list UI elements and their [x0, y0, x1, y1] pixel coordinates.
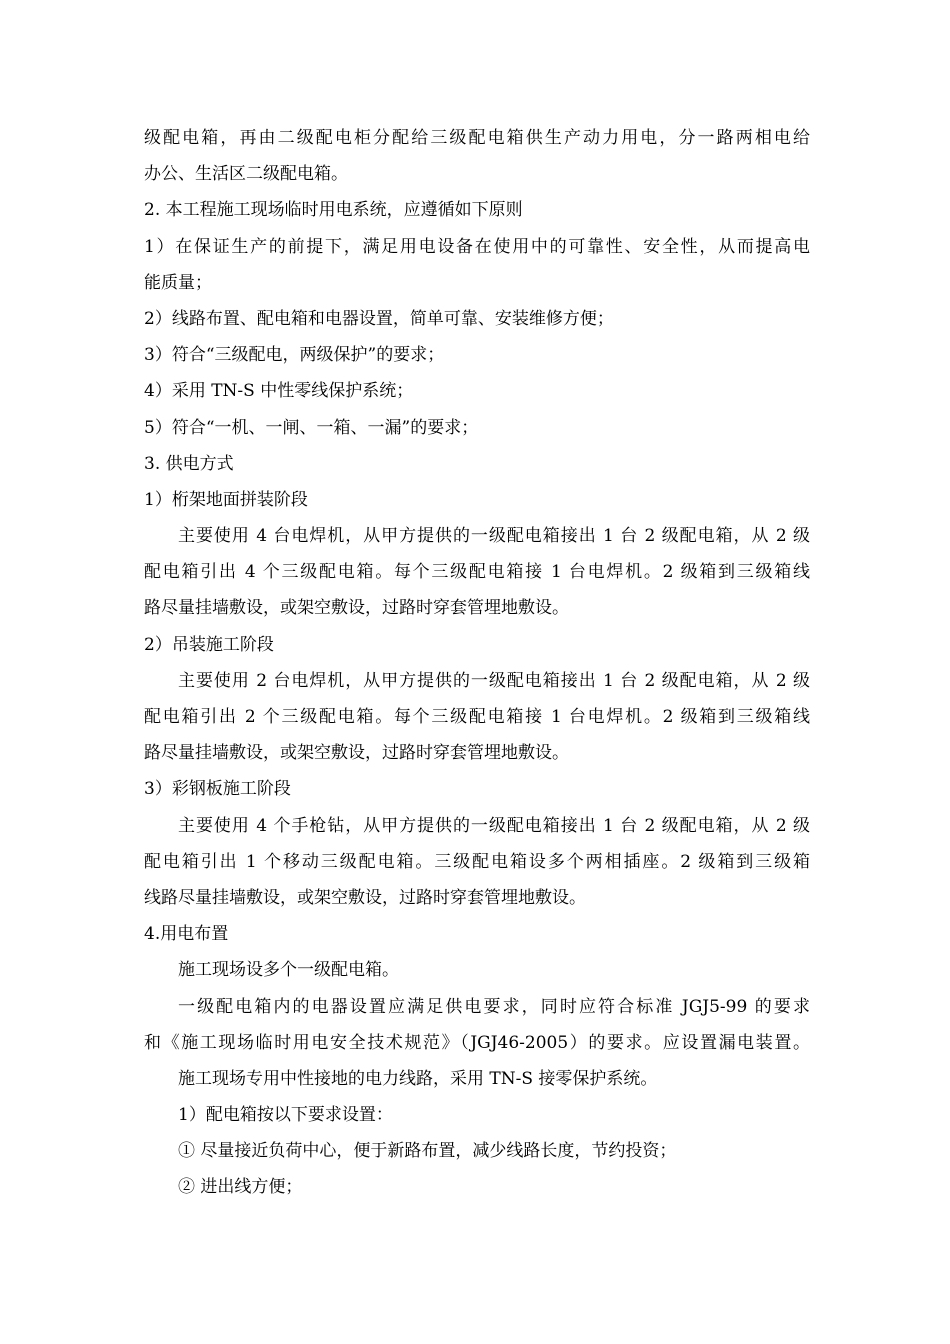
text-line: 施工现场设多个一级配电箱。 [178, 960, 399, 981]
text-line: 3. 供电方式 [144, 453, 234, 474]
text-line: 线路尽量挂墙敷设，或架空敷设，过路时穿套管埋地敷设。 [144, 887, 586, 908]
text-line: 1）配电箱按以下要求设置： [178, 1105, 393, 1126]
document-body [144, 120, 810, 1206]
text-line: ① 尽量接近负荷中心，便于新路布置，减少线路长度，节约投资； [178, 1141, 677, 1162]
text-line: ② 进出线方便； [178, 1177, 303, 1198]
text-line: 和《施工现场临时用电安全技术规范》（JGJ46-2005）的要求。应设置漏电装置。 [144, 1032, 810, 1053]
text-line: 路尽量挂墙敷设，或架空敷设，过路时穿套管埋地敷设。 [144, 743, 569, 764]
text-line: 主要使用 4 个手枪钻，从甲方提供的一级配电箱接出 1 台 2 级配电箱，从 2 级 [178, 815, 810, 836]
text-line: 一级配电箱内的电器设置应满足供电要求，同时应符合标准 JGJ5-99 的要求 [178, 996, 810, 1017]
text-line: 1）桁架地面拼装阶段 [144, 489, 308, 510]
text-line: 主要使用 2 台电焊机，从甲方提供的一级配电箱接出 1 台 2 级配电箱，从 2 级 [178, 670, 810, 691]
text-line: 2）线路布置、配电箱和电器设置，简单可靠、安装维修方便； [144, 308, 614, 329]
text-line: 施工现场专用中性接地的电力线路，采用 TN-S 接零保护系统。 [178, 1068, 658, 1089]
text-line: 主要使用 4 台电焊机，从甲方提供的一级配电箱接出 1 台 2 级配电箱，从 2 级 [178, 526, 810, 547]
text-line: 办公、生活区二级配电箱。 [144, 164, 348, 185]
text-line: 路尽量挂墙敷设，或架空敷设，过路时穿套管埋地敷设。 [144, 598, 569, 619]
text-line: 级配电箱，再由二级配电柜分配给三级配电箱供生产动力用电，分一路两相电给 [144, 128, 810, 148]
text-line: 配电箱引出 1 个移动三级配电箱。三级配电箱设多个两相插座。2 级箱到三级箱 [144, 851, 810, 872]
text-line: 2. 本工程施工现场临时用电系统，应遵循如下原则 [144, 200, 523, 221]
text-line: 配电箱引出 2 个三级配电箱。每个三级配电箱接 1 台电焊机。2 级箱到三级箱线 [144, 707, 810, 727]
text-line: 4.用电布置 [144, 924, 229, 945]
text-line: 能质量； [144, 272, 212, 293]
text-line: 5）符合“一机、一闸、一箱、一漏”的要求； [144, 417, 479, 438]
text-line: 4）采用 TN-S 中性零线保护系统； [144, 381, 414, 402]
text-line: 3）符合“三级配电，两级保护”的要求； [144, 345, 445, 366]
text-line: 配电箱引出 4 个三级配电箱。每个三级配电箱接 1 台电焊机。2 级箱到三级箱线 [144, 562, 810, 583]
text-line: 3）彩钢板施工阶段 [144, 779, 291, 800]
text-line: 1）在保证生产的前提下，满足用电设备在使用中的可靠性、安全性，从而提高电 [144, 236, 810, 257]
text-line: 2）吊装施工阶段 [144, 634, 274, 655]
